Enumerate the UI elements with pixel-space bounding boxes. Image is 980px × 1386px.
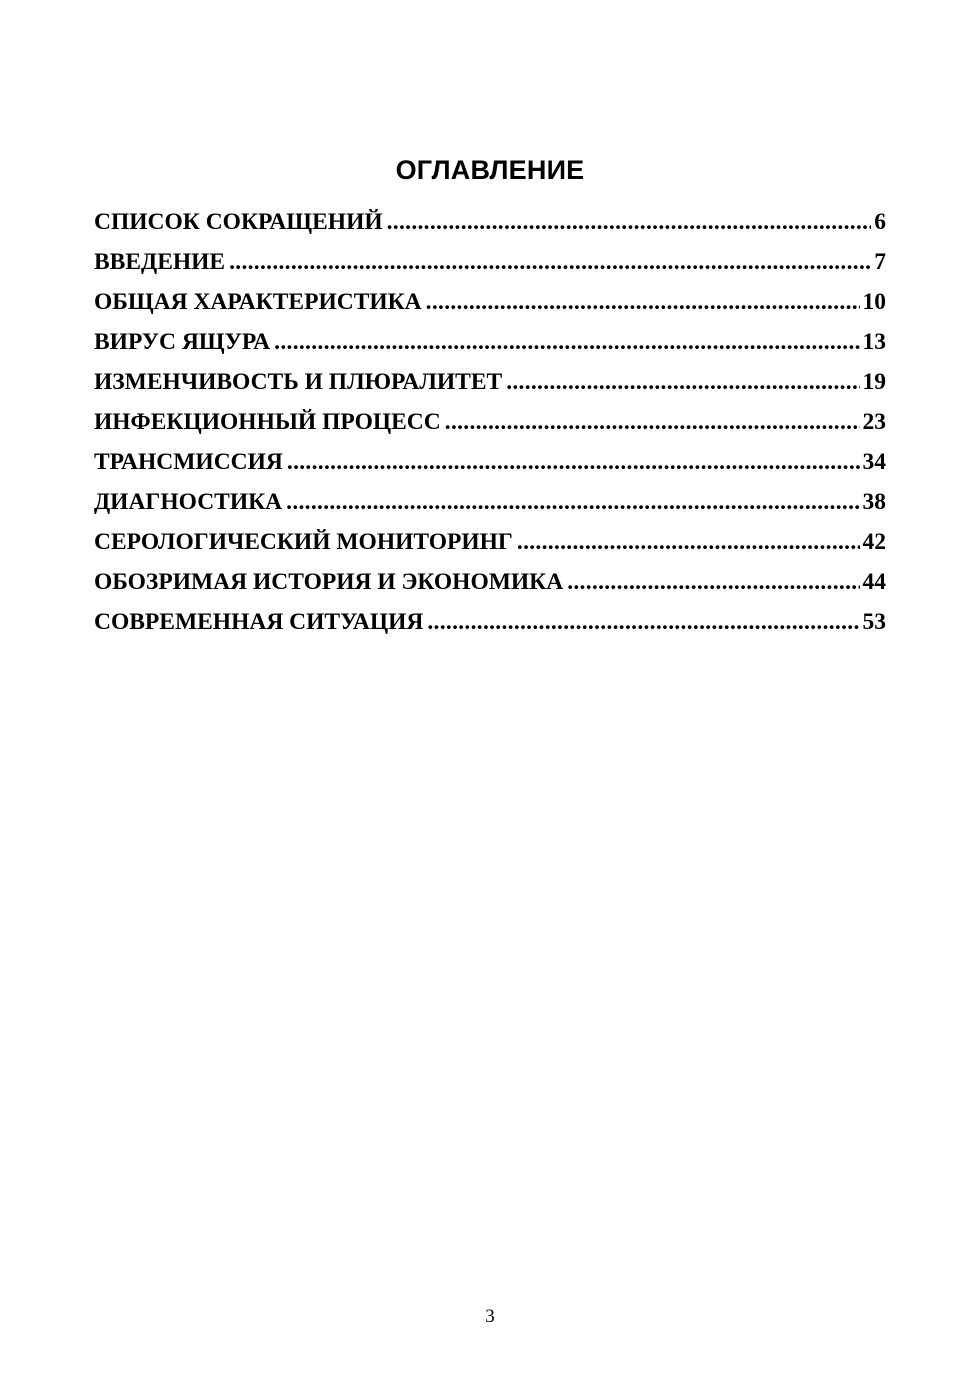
toc-entry-page: 10 [862, 289, 886, 315]
toc-dot-leader [427, 602, 859, 642]
toc-entry-page: 38 [862, 489, 886, 515]
toc-entry [94, 402, 886, 442]
toc-entry-label: ДИАГНОСТИКА [94, 489, 283, 515]
toc-entry-page: 23 [862, 409, 886, 435]
toc-dot-leader [506, 362, 859, 402]
toc-entry [94, 562, 886, 602]
toc-entry [94, 322, 886, 362]
toc-entry-page: 6 [874, 209, 886, 235]
toc-entry-label: ВИРУС ЯЩУРА [94, 329, 271, 355]
toc-entry-label: ОБЩАЯ ХАРАКТЕРИСТИКА [94, 289, 422, 315]
toc-entry-page: 7 [874, 249, 886, 275]
toc-entry-label: СЕРОЛОГИЧЕСКИЙ МОНИТОРИНГ [94, 529, 513, 555]
toc-entry-page: 13 [862, 329, 886, 355]
toc-entry-page: 19 [862, 369, 886, 395]
toc-entry-label: ИЗМЕНЧИВОСТЬ И ПЛЮРАЛИТЕТ [94, 369, 503, 395]
toc-entry-page: 42 [862, 529, 886, 555]
table-of-contents [94, 202, 886, 642]
toc-entry [94, 442, 886, 482]
toc-dot-leader [274, 322, 859, 362]
toc-dot-leader [567, 562, 859, 602]
toc-entry [94, 282, 886, 322]
toc-dot-leader [426, 282, 860, 322]
toc-entry [94, 602, 886, 642]
toc-entry-page: 44 [862, 569, 886, 595]
toc-entry-page: 53 [862, 609, 886, 635]
page-title: ОГЛАВЛЕНИЕ [395, 155, 585, 185]
toc-entry [94, 202, 886, 242]
toc-dot-leader [286, 482, 859, 522]
toc-dot-leader [287, 442, 860, 482]
page-number: 3 [485, 1306, 495, 1327]
toc-entry [94, 362, 886, 402]
toc-entry-label: ВВЕДЕНИЕ [94, 249, 226, 275]
toc-entry-label: ИНФЕКЦИОННЫЙ ПРОЦЕСС [94, 409, 441, 435]
toc-dot-leader [445, 402, 860, 442]
toc-entry-label: ТРАНСМИССИЯ [94, 449, 283, 475]
toc-entry-label: ОБОЗРИМАЯ ИСТОРИЯ И ЭКОНОМИКА [94, 569, 564, 595]
toc-entry [94, 242, 886, 282]
toc-entry-page: 34 [862, 449, 886, 475]
toc-entry-label: СОВРЕМЕННАЯ СИТУАЦИЯ [94, 609, 424, 635]
toc-entry [94, 482, 886, 522]
toc-dot-leader [387, 202, 872, 242]
toc-entry [94, 522, 886, 562]
toc-dot-leader [517, 522, 860, 562]
toc-entry-label: СПИСОК СОКРАЩЕНИЙ [94, 209, 383, 235]
toc-dot-leader [229, 242, 871, 282]
